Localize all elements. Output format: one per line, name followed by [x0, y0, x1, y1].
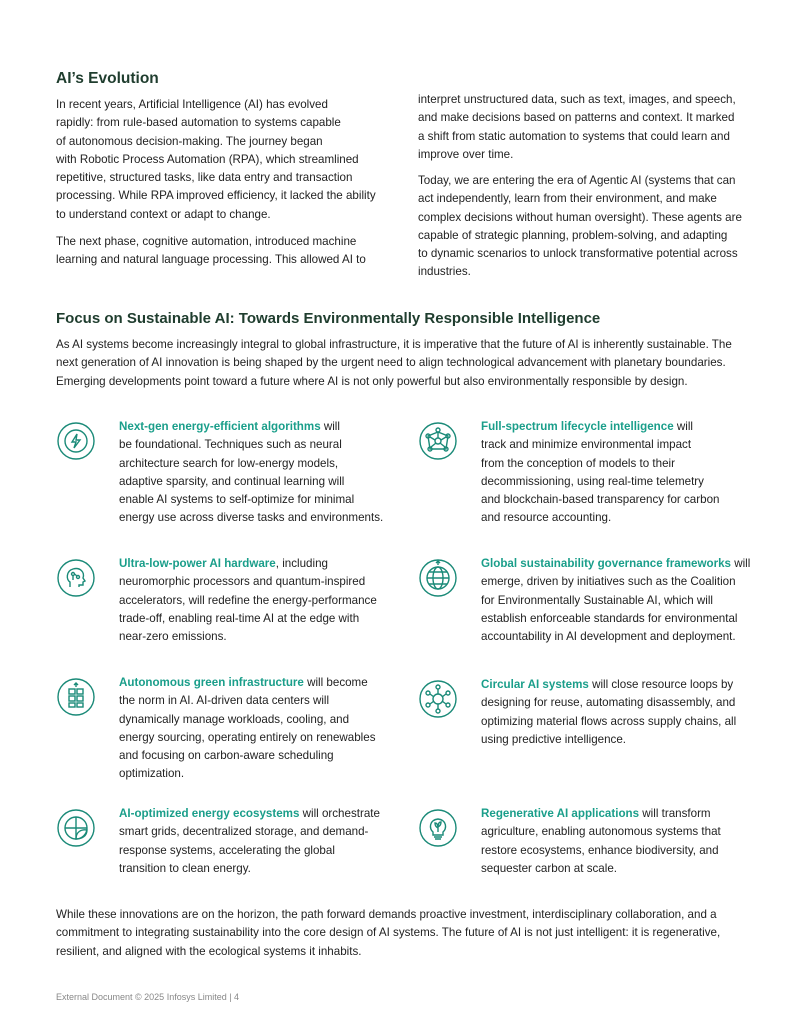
evolution-paragraph-1: In recent years, Artificial Intelligence (AI) has evolved rapidly: from rule-based automation to systems capable of autonomous decision-making. The journey began with Robotic Process Automation (RPA), which streamlined repetitive, structured tasks, like data entry and transaction processing. While RPA improved efficiency, it lacked the ability to understand context or adapt to change.: [56, 98, 376, 221]
feature-text: will track and minimize environmental impact from the conception of models to their decommissioning, using real-time telemetry and blockchain-based transparency for carbon and resource accounting.: [481, 420, 720, 525]
evolution-paragraph-3: interpret unstructured data, such as text, images, and speech, and make decisions based on patterns and context. It marked a shift from static automation to systems that could learn and improve over time.: [418, 93, 736, 161]
feature-text: will orchestrate smart grids, decentralized storage, and demand- response systems, accelerating the global transition to clean energy.: [119, 807, 380, 875]
section-title-sustainable-ai: Focus on Sustainable AI: Towards Environmentally Responsible Intelligence: [56, 310, 601, 327]
network-nodes-icon: [418, 421, 458, 461]
eco-lightbulb-icon: [418, 808, 458, 848]
feature-lead: Global sustainability governance frameworks: [481, 557, 731, 570]
circular-gear-icon: [418, 679, 458, 719]
feature-text: will transform agriculture, enabling autonomous systems that restore ecosystems, enhance biodiversity, and sequester carbon at scale.: [481, 807, 721, 875]
leaf-globe-icon: [56, 808, 96, 848]
lightning-bolt-icon: [56, 421, 96, 461]
evolution-paragraph-4: Today, we are entering the era of Agentic AI (systems that can act independently, learn from their environment, and make complex decisions without human oversight). These agents are capable of strategic planning, problem-solving, and adapting to dynamic scenarios to unlock transformative potential across industries.: [418, 174, 742, 279]
page-footer: External Document © 2025 Infosys Limited | 4: [56, 992, 240, 1002]
feature-lead: Autonomous green infrastructure: [119, 676, 304, 689]
green-building-icon: [56, 677, 96, 717]
feature-text: will emerge, driven by initiatives such as the Coalition for Environmentally Sustainable AI, which will establish enforceable standards for environmental accountability in AI development and deployment.: [481, 557, 751, 644]
globe-arrows-icon: [418, 558, 458, 598]
feature-lead: Ultra-low-power AI hardware: [119, 557, 276, 570]
focus-intro-paragraph: As AI systems become increasingly integral to global infrastructure, it is imperative that the future of AI is inherently sustainable. The next generation of AI innovation is being shaped by the urgent need to align technological advancement with planetary boundaries. Emerging developments point toward a future where AI is not only powerful but also environmentally responsible by design.: [56, 338, 732, 388]
feature-text: will be foundational. Techniques such as neural architecture search for low-energy models, adaptive sparsity, and continual learning will enable AI systems to self-optimize for minimal energy use across diverse tasks and environments.: [119, 420, 384, 525]
section-title-ai-evolution: AI’s Evolution: [56, 70, 159, 87]
feature-text: will close resource loops by designing for reuse, automating disassembly, and optimizing material flows across supply chains, all using predictive intelligence.: [481, 678, 737, 746]
feature-lead: Regenerative AI applications: [481, 807, 640, 820]
feature-text: will become the norm in AI. AI-driven data centers will dynamically manage workloads, cooling, and energy sourcing, operating entirely on renewables and focusing on carbon-aware scheduling optimization.: [119, 676, 376, 781]
closing-paragraph: While these innovations are on the horizon, the path forward demands proactive investment, interdisciplinary collaboration, and a commitment to integrating sustainability into the core design of AI systems. The future of AI is not just intelligent: it is regenerative, resilient, and aligned with the ecological systems it inhabits.: [56, 908, 721, 958]
evolution-paragraph-2: The next phase, cognitive automation, introduced machine learning and natural language processing. This allowed AI to: [56, 235, 366, 267]
feature-lead: Circular AI systems: [481, 678, 589, 691]
feature-lead: AI-optimized energy ecosystems: [119, 807, 300, 820]
ai-head-icon: [56, 558, 96, 598]
feature-lead: Full-spectrum lifecycle intelligence: [481, 420, 674, 433]
feature-lead: Next-gen energy-efficient algorithms: [119, 420, 321, 433]
feature-text: , including neuromorphic processors and quantum-inspired accelerators, will redefine the energy-performance trade-off, enabling real-time AI at the edge with near-zero emissions.: [119, 557, 377, 644]
